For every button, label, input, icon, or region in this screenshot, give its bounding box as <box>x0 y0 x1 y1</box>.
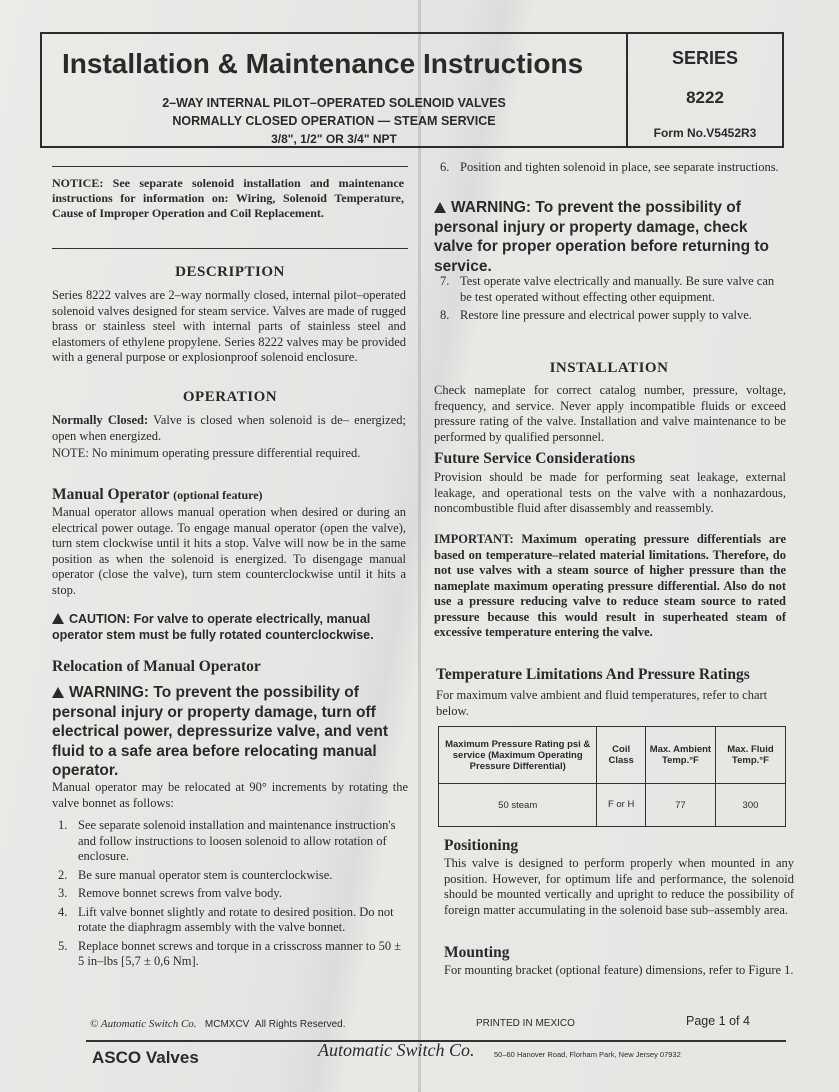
step-text: Test operate valve electrically and manually. Be sure valve can be test operated without effecting other equipment. <box>460 274 775 304</box>
list-item <box>58 905 410 936</box>
list-item <box>58 886 410 902</box>
note-label: NOTE: <box>52 446 89 460</box>
copyright-company: © Automatic Switch Co. <box>90 1018 197 1030</box>
subtitle-sizes: 3/8", 1/2" OR 3/4" NPT <box>271 132 397 146</box>
asco-brand: ASCO Valves <box>92 1048 199 1067</box>
temperature-text: For maximum valve ambient and fluid temperatures, refer to chart below. <box>436 688 768 718</box>
notice-bottom-rule <box>52 248 408 249</box>
list-item <box>440 274 780 305</box>
list-item <box>440 160 780 176</box>
normally-closed-text: Valve is closed when solenoid is de– energized; open when energized. <box>52 413 406 443</box>
subtitle-valve-type: 2–WAY INTERNAL PILOT–OPERATED SOLENOID VALVES <box>162 96 506 110</box>
description-heading: DESCRIPTION <box>175 264 285 280</box>
header-box <box>40 32 784 148</box>
step-text: See separate solenoid installation and maintenance instruction's and follow instructions to loosen solenoid to allow rotation of enclosure. <box>78 818 396 863</box>
list-item <box>58 939 410 970</box>
important-text: IMPORTANT: Maximum operating pressure differentials are based on temperature–related material limitations. Therefore, do not use valves with a steam source of higher pressure than the nameplate maximum operating pressure differential. Also do not use a pressure reducing valve to reduce steam source to rated pressure because this would result in superheated steam of excessive temperature entering the valve. <box>434 532 786 639</box>
step-text: Lift valve bonnet slightly and rotate to desired position. Do not rotate the diaphragm assembly with the valve bonnet. <box>78 904 394 934</box>
paper-fold <box>418 0 421 1092</box>
step-number: 7. <box>440 274 450 288</box>
cell-pressure: 50 steam <box>439 784 597 827</box>
company-address: 50–60 Hanover Road, Florham Park, New Jersey 07932 <box>494 1050 681 1059</box>
cell-ambient: 77 <box>645 784 715 827</box>
notice-text: NOTICE: See separate solenoid installation and maintenance instructions for information on: Wiring, Solenoid Temperature, Cause of Improper Operation and Coil Replacement. <box>52 176 404 220</box>
temperature-pressure-table <box>438 726 786 827</box>
step-number: 8. <box>440 308 450 322</box>
installation-text: Check nameplate for correct catalog number, pressure, voltage, frequency, and service. Never apply incompatible fluids or exceed pressure rating of the valve. Installation and valve maintenance to be performed by qualified personnel. <box>434 383 786 444</box>
warning-triangle-icon <box>52 687 64 698</box>
description-text: Series 8222 valves are 2–way normally closed, internal pilot–operated solenoid valves designed for steam service. Valves are made of rugged brass or stainless steel with internal parts of stainless steel and elastomers of ethylene propylene. Series 8222 valves may be provided with a general purpose or explosionproof solenoid enclosure. <box>52 288 406 364</box>
caution-block <box>52 611 412 643</box>
step-text: Remove bonnet screws from valve body. <box>78 886 282 900</box>
step-text: Position and tighten solenoid in place, see separate instructions. <box>460 160 779 174</box>
cell-fluid: 300 <box>715 784 785 827</box>
warning-triangle-icon <box>52 613 64 624</box>
notice-top-rule <box>52 166 408 167</box>
normally-closed-label: Normally Closed: <box>52 413 149 427</box>
step-text: Replace bonnet screws and torque in a crisscross manner to 50 ± 5 in–lbs [5,7 ± 0,6 Nm]. <box>78 938 402 968</box>
relocation-warning <box>52 683 410 781</box>
manual-operator-title: Manual Operator <box>52 486 170 503</box>
relocation-warning-text: WARNING: To prevent the possibility of personal injury or property damage, turn off electrical power, depressurize valve, and vent fluid to a safe area before relocating manual operator. <box>52 684 388 779</box>
series-number: 8222 <box>686 88 724 107</box>
future-service-heading: Future Service Considerations <box>434 450 636 467</box>
company-script: Automatic Switch Co. <box>318 1040 475 1060</box>
document-title: Installation & Maintenance Instructions <box>62 48 584 79</box>
future-service-text: Provision should be made for performing seat leakage, external leakage, and operational tests on the valve with a nonhazardous, noncombustible fluid after disassembly and reassembly. <box>434 470 786 515</box>
printed-in: PRINTED IN MEXICO <box>476 1018 575 1029</box>
operation-heading: OPERATION <box>182 389 278 405</box>
table-row <box>439 784 786 827</box>
page-number: Page 1 of 4 <box>686 1014 750 1028</box>
table-header-row <box>439 727 786 784</box>
relocation-heading: Relocation of Manual Operator <box>52 658 261 675</box>
manual-operator-suffix: (optional feature) <box>173 488 263 502</box>
step-text: Be sure manual operator stem is counterclockwise. <box>78 867 333 882</box>
series-label: SERIES <box>671 48 739 68</box>
cell-coil: F or H <box>597 784 645 827</box>
note-text: No minimum operating pressure differential required. <box>91 446 361 460</box>
temperature-heading: Temperature Limitations And Pressure Ratings <box>436 666 750 683</box>
step-text: Restore line pressure and electrical power supply to valve. <box>460 308 752 322</box>
step-number: 3. <box>58 886 68 900</box>
note-paragraph <box>52 446 406 462</box>
step-number: 1. <box>58 818 68 832</box>
caution-text: CAUTION: For valve to operate electrically, manual operator stem must be fully rotated counterclockwise. <box>52 612 374 642</box>
relocation-intro: Manual operator may be relocated at 90° increments by rotating the valve bonnet as follows: <box>52 780 408 810</box>
manual-operator-heading <box>52 486 263 504</box>
subtitle-operation: NORMALLY CLOSED OPERATION — STEAM SERVICE <box>172 114 496 128</box>
mounting-heading: Mounting <box>444 944 510 961</box>
step-number: 5. <box>58 938 68 953</box>
list-item <box>58 818 410 865</box>
form-number: Form No.V5452R3 <box>653 126 757 140</box>
mounting-text: For mounting bracket (optional feature) dimensions, refer to Figure 1. <box>444 963 794 977</box>
installation-heading: INSTALLATION <box>549 360 669 376</box>
service-warning <box>434 198 784 276</box>
list-item <box>58 868 410 884</box>
header-ambient-temp: Max. Ambient Temp.°F <box>645 727 715 784</box>
header-pressure-rating: Maximum Pressure Rating psi & service (Maximum Operating Pressure Differential) <box>439 727 597 784</box>
step-number: 4. <box>58 904 68 919</box>
list-item <box>440 308 780 324</box>
copyright-line <box>90 1018 346 1030</box>
header-title-cell <box>42 34 628 146</box>
normally-closed-paragraph <box>52 413 406 444</box>
step-number: 6. <box>440 160 450 174</box>
step-number: 2. <box>58 867 68 882</box>
header-coil-class: Coil Class <box>597 727 645 784</box>
warning-triangle-icon <box>434 202 446 213</box>
positioning-text: This valve is designed to perform properly when mounted in any position. However, for optimum life and performance, the solenoid should be mounted vertically and upright to reduce the possibility of foreign matter accumulating in the solenoid base sub–assembly area. <box>444 856 794 917</box>
rights-reserved: All Rights Reserved. <box>254 1019 346 1030</box>
right-steps-top <box>440 160 780 179</box>
positioning-heading: Positioning <box>444 837 519 854</box>
copyright-year: MCMXCV <box>204 1019 250 1030</box>
manual-operator-text: Manual operator allows manual operation when desired or during an electrical power outage. To engage manual operator (open the valve), turn stem clockwise until it hits a stop. Valve will now be in the same position as when the solenoid is energized. To disengage manual operator (close the valve), turn stem counterclockwise until it hits a stop. <box>52 505 406 597</box>
right-steps-bottom <box>440 274 780 327</box>
service-warning-text: WARNING: To prevent the possibility of personal injury or property damage, check valve for proper operation before returning to service. <box>434 199 770 275</box>
header-series-cell <box>628 34 782 146</box>
relocation-steps-list <box>58 818 410 973</box>
header-fluid-temp: Max. Fluid Temp.°F <box>715 727 785 784</box>
